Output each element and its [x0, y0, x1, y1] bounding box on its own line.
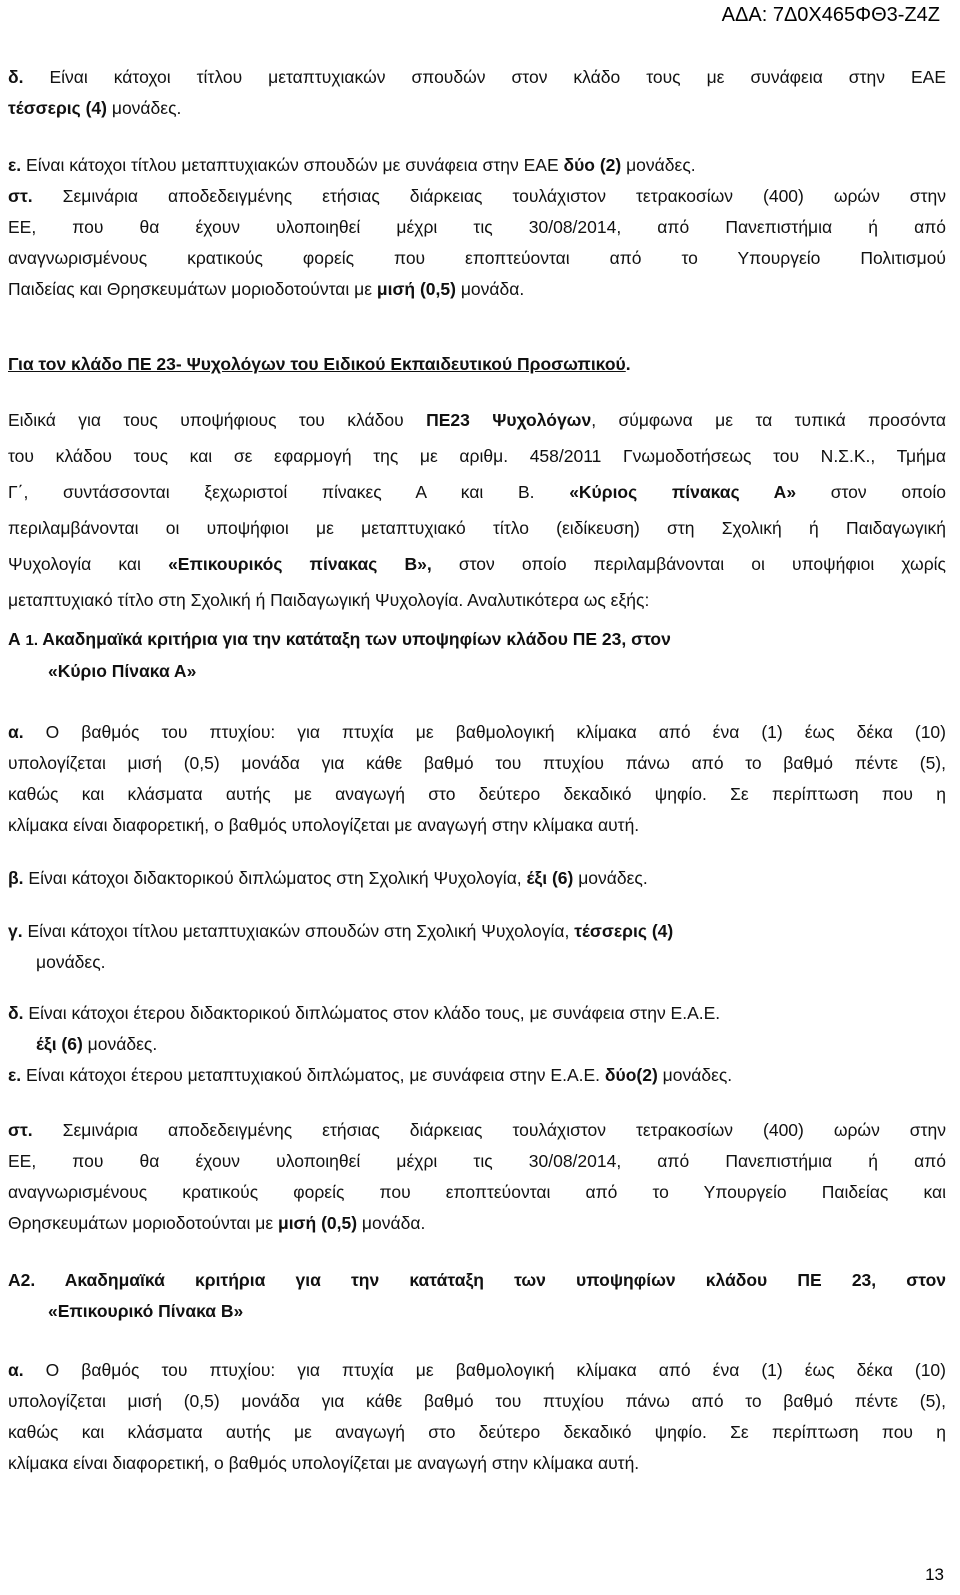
a1-delta-line2: έξι (6) μονάδες. — [36, 1034, 158, 1054]
a2-heading-line1: Α2. Ακαδημαϊκά κριτήρια για την κατάταξη των υποψηφίων κλάδου ΠΕ 23, στον — [8, 1270, 946, 1290]
ada-code: ΑΔΑ: 7Δ0Χ465ΦΘ3-Ζ4Ζ — [721, 4, 940, 26]
intro-line2: του κλάδου τους και σε εφαρμογή της με αριθμ. 458/2011 Γνωμοδοτήσεως του Ν.Σ.Κ., Τμήμα — [8, 446, 946, 466]
intro-line5: Ψυχολογία και «Επικουρικός πίνακας Β», στον οποίο περιλαμβάνονται οι υποψήφιοι χωρίς — [8, 554, 946, 574]
item-st-line3: αναγνωρισμένους κρατικούς φορείς που εποπτεύονται από το Υπουργείο Πολιτισμού — [8, 248, 946, 268]
section-intro — [8, 402, 946, 618]
item-st-line1: στ. Σεμινάρια αποδεδειγμένης ετήσιας διάρκειας τουλάχιστον τετρακοσίων (400) ωρών στην — [8, 186, 946, 206]
item-d-mark: δ. — [8, 67, 24, 87]
intro-line1: Ειδικά για τους υποψήφιους του κλάδου ΠΕ23 Ψυχολόγων, σύμφωνα με τα τυπικά προσόντα — [8, 410, 946, 430]
intro-line3: Γ΄, συντάσσονται ξεχωριστοί πίνακες Α και Β. «Κύριος πίνακας Α» στον οποίο — [8, 482, 946, 502]
a1-heading-line1: Α 1. Ακαδημαϊκά κριτήρια για την κατάταξη των υποψηφίων κλάδου ΠΕ 23, στον — [8, 629, 671, 649]
a1-epsilon: ε. Είναι κάτοχοι έτερου μεταπτυχιακού διπλώματος, με συνάφεια στην Ε.Α.Ε. δύο(2) μονάδες. — [8, 1065, 733, 1085]
a2-alpha: α. Ο βαθμός του πτυχίου: για πτυχία με βαθμολογική κλίμακα από ένα (1) έως δέκα (10) υπολογίζεται μισή (0,5) μονάδα για κάθε βαθμό του πτυχίου πάνω από το βαθμό πέντε (5), καθώς και κλάσματα αυτής με αναγωγή στο δεύτερο δεκαδικό ψηφίο. Σε περίπτωση που η κλίμακα είναι διαφορετική, ο βαθμός υπολογίζεται με αναγωγή στην κλίμακα αυτή. — [8, 1360, 946, 1473]
intro-line4: περιλαμβάνονται οι υποψήφιοι με μεταπτυχιακό τίτλο (ειδίκευση) στη Σχολική ή Παιδαγωγική — [8, 518, 946, 538]
intro-line6: μεταπτυχιακό τίτλο στη Σχολική ή Παιδαγωγική Ψυχολογία. Αναλυτικότερα ως εξής: — [8, 590, 650, 610]
a1-gamma-line2: μονάδες. — [36, 952, 106, 972]
item-st-line4: Παιδείας και Θρησκευμάτων μοριοδοτούνται με μισή (0,5) μονάδα. — [8, 279, 525, 299]
a1-beta: β. Είναι κάτοχοι διδακτορικού διπλώματος στη Σχολική Ψυχολογία, έξι (6) μονάδες. — [8, 868, 648, 888]
item-d-line1: δ. Είναι κάτοχοι τίτλου μεταπτυχιακών σπουδών στον κλάδο τους με συνάφεια στην ΕΑΕ — [8, 67, 946, 87]
page-number: 13 — [925, 1565, 944, 1584]
item-d-line2: τέσσερις (4) μονάδες. — [8, 98, 182, 118]
a1-delta: δ. Είναι κάτοχοι έτερου διδακτορικού διπλώματος στον κλάδο τους, με συνάφεια στην Ε.Α.Ε. — [8, 1003, 721, 1023]
a1-alpha: α. Ο βαθμός του πτυχίου: για πτυχία με βαθμολογική κλίμακα από ένα (1) έως δέκα (10) υπολογίζεται μισή (0,5) μονάδα για κάθε βαθμό του πτυχίου πάνω από το βαθμό πέντε (5), καθώς και κλάσματα αυτής με αναγωγή στο δεύτερο δεκαδικό ψηφίο. Σε περίπτωση που η κλίμακα είναι διαφορετική, ο βαθμός υπολογίζεται με αναγωγή στην κλίμακα αυτή. — [8, 722, 946, 835]
a1-heading-line2: «Κύριο Πίνακα Α» — [48, 661, 197, 681]
a1-gamma: γ. Είναι κάτοχοι τίτλου μεταπτυχιακών σπουδών στη Σχολική Ψυχολογία, τέσσερις (4) — [8, 921, 674, 941]
a2-heading-line2: «Επικουρικό Πίνακα Β» — [48, 1301, 244, 1321]
item-st-line2: ΕΕ, που θα έχουν υλοποιηθεί μέχρι τις 30/08/2014, από Πανεπιστήμια ή από — [8, 217, 946, 237]
document-page — [8, 62, 946, 1479]
item-e: ε. Είναι κάτοχοι τίτλου μεταπτυχιακών σπουδών με συνάφεια στην ΕΑΕ δύο (2) μονάδες. — [8, 155, 696, 175]
section-heading: Για τον κλάδο ΠΕ 23- Ψυχολόγων του Ειδικού Εκπαιδευτικού Προσωπικού. — [8, 354, 631, 374]
a1-st: στ. Σεμινάρια αποδεδειγμένης ετήσιας διάρκειας τουλάχιστον τετρακοσίων (400) ωρών στην ΕΕ, που θα έχουν υλοποιηθεί μέχρι τις 30/08/2014, από Πανεπιστήμια ή από αναγνωρισμένους κρατικούς φορείς που εποπτεύονται από το Υπουργείο Παιδείας και Θρησκευμάτων μοριοδοτούνται με μισή (0,5) μονάδα. — [8, 1120, 946, 1233]
